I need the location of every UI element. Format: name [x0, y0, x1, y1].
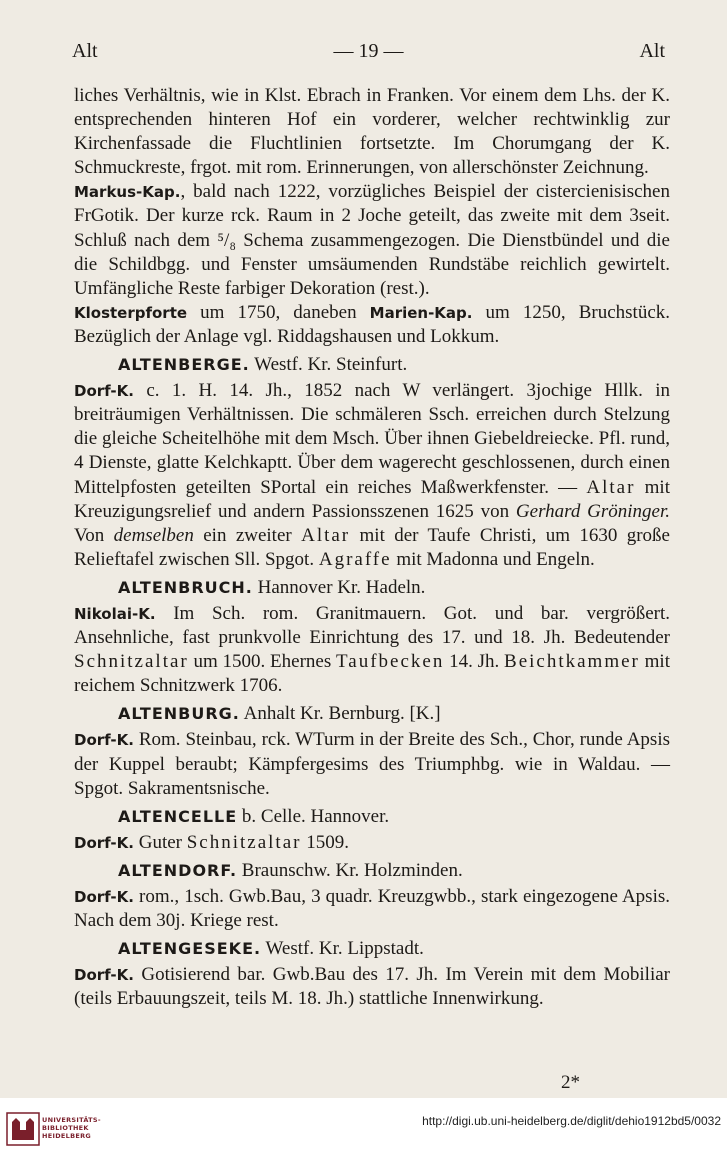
university-seal-icon: [6, 1112, 40, 1146]
place-heading: ALTENCELLE b. Celle. Hannover.: [118, 805, 390, 827]
place-heading: ALTENBRUCH. Hannover Kr. Hadeln.: [118, 576, 426, 598]
paragraph: Dorf-K. Guter Schnitzaltar 1509.: [74, 831, 349, 853]
paragraph: Dorf-K. rom., 1sch. Gwb.Bau, 3 quadr. Kreuzgwbb., stark eingezogene Apsis. Nach dem 30j. Kriege rest.: [74, 886, 670, 932]
header-right: Alt: [639, 40, 665, 62]
place-heading: ALTENBERGE. Westf. Kr. Steinfurt.: [118, 354, 408, 376]
entry-lead: Dorf-K.: [74, 731, 134, 750]
page-number: — 19 —: [333, 40, 404, 62]
paragraph: liches Verhältnis, wie in Klst. Ebrach in Franken. Vor einem dem Lhs. der K. entsprechenden hinteren Hof ein vorderer, welcher rechtwinklig zur Kirchenfassade die Fluchtlinien fortsetzte. Im Chorumgang der K. Schmuckreste, frgot. mit rom. Erinnerungen, von allerschönster Zeichnung.: [74, 85, 670, 179]
entry-lead: Dorf-K.: [74, 888, 134, 906]
paragraph: Klosterpforte um 1750, daneben Marien-Kap. um 1250, Bruchstück. Bezüglich der Anlage vgl. Riddagshausen und Lokkum.: [74, 301, 670, 347]
source-url-link[interactable]: http://digi.ub.uni-heidelberg.de/diglit/dehio1912bd5/0032: [422, 1114, 721, 1128]
entry-lead: Klosterpforte: [74, 303, 188, 322]
entry-lead: Marien-Kap.: [369, 303, 473, 322]
entry-lead: Dorf-K.: [74, 966, 134, 985]
paragraph: Dorf-K. c. 1. H. 14. Jh., 1852 nach W verlängert. 3jochige Hllk. in breiträumigen Verhältnissen. Die schmäleren Ssch. erreichen durch Stelzung die gleiche Scheitelhöhe mit dem Msch. Über ihnen Giebeldreiecke. Pfl. rund, 4 Dienste, glatte Kelchkaptt. Über dem wagerecht geschlossenen, durch einen Mittelpfosten geteilten SPortal ein reiches Maßwerkfenster. — Altar mit Kreuzigungsrelief und andern Passionsszenen 1625 von Gerhard Gröninger. Von demselben ein zweiter Altar mit der Taufe Christi, um 1630 große Relieftafel zwischen Sll. Spgot. Agraffe mit Madonna und Engeln.: [74, 380, 670, 570]
place-heading: ALTENGESEKE. Westf. Kr. Lippstadt.: [118, 938, 424, 960]
body-text: [74, 84, 670, 1011]
paragraph: Dorf-K. Gotisierend bar. Gwb.Bau des 17. Jh. Im Verein mit dem Mobiliar (teils Erbauungszeit, teils M. 18. Jh.) stattliche Innenwirkung.: [74, 964, 670, 1010]
paragraph: Dorf-K. Rom. Steinbau, rck. WTurm in der Breite des Sch., Chor, runde Apsis der Kuppel beraubt; Kämpfergesims des Triumphbg. wie in Waldau. — Spgot. Sakramentsnische.: [74, 729, 670, 799]
header-left: Alt: [72, 40, 98, 62]
library-logo-text: UNIVERSITÄTS- BIBLIOTHEK HEIDELBERG: [42, 1116, 101, 1140]
running-head: [72, 40, 665, 68]
paragraph: Nikolai-K. Im Sch. rom. Granitmauern. Got. und bar. vergrößert. Ansehnliche, fast prunkvolle Einrichtung des 17. und 18. Jh. Bedeutender Schnitzaltar um 1500. Ehernes Taufbecken 14. Jh. Beichtkammer mit reichem Schnitzwerk 1706.: [74, 602, 670, 697]
viewer-footer: [0, 1098, 727, 1158]
place-heading: ALTENDORF. Braunschw. Kr. Holzminden.: [118, 859, 463, 881]
place-heading: ALTENBURG. Anhalt Kr. Bernburg. [K.]: [118, 703, 441, 725]
entry-lead: Nikolai-K.: [74, 604, 156, 623]
entry-lead: Dorf-K.: [74, 833, 134, 852]
signature-mark: 2*: [561, 1072, 580, 1093]
entry-lead: Dorf-K.: [74, 382, 134, 401]
entry-lead: Markus-Kap.: [74, 183, 181, 202]
paragraph: Markus-Kap., bald nach 1222, vorzügliches Beispiel der cistercienisischen FrGotik. Der kurze rck. Raum in 2 Joche geteilt, das zweite mit dem 3seit. Schluß nach dem ⁵/₈ Schema zusammengezogen. Die Dienstbündel und die die Schildbgg. und Fenster umsäumenden Rundstäbe reichlich gewirtelt. Umfängliche Reste farbiger Dekoration (rest.).: [74, 181, 670, 299]
